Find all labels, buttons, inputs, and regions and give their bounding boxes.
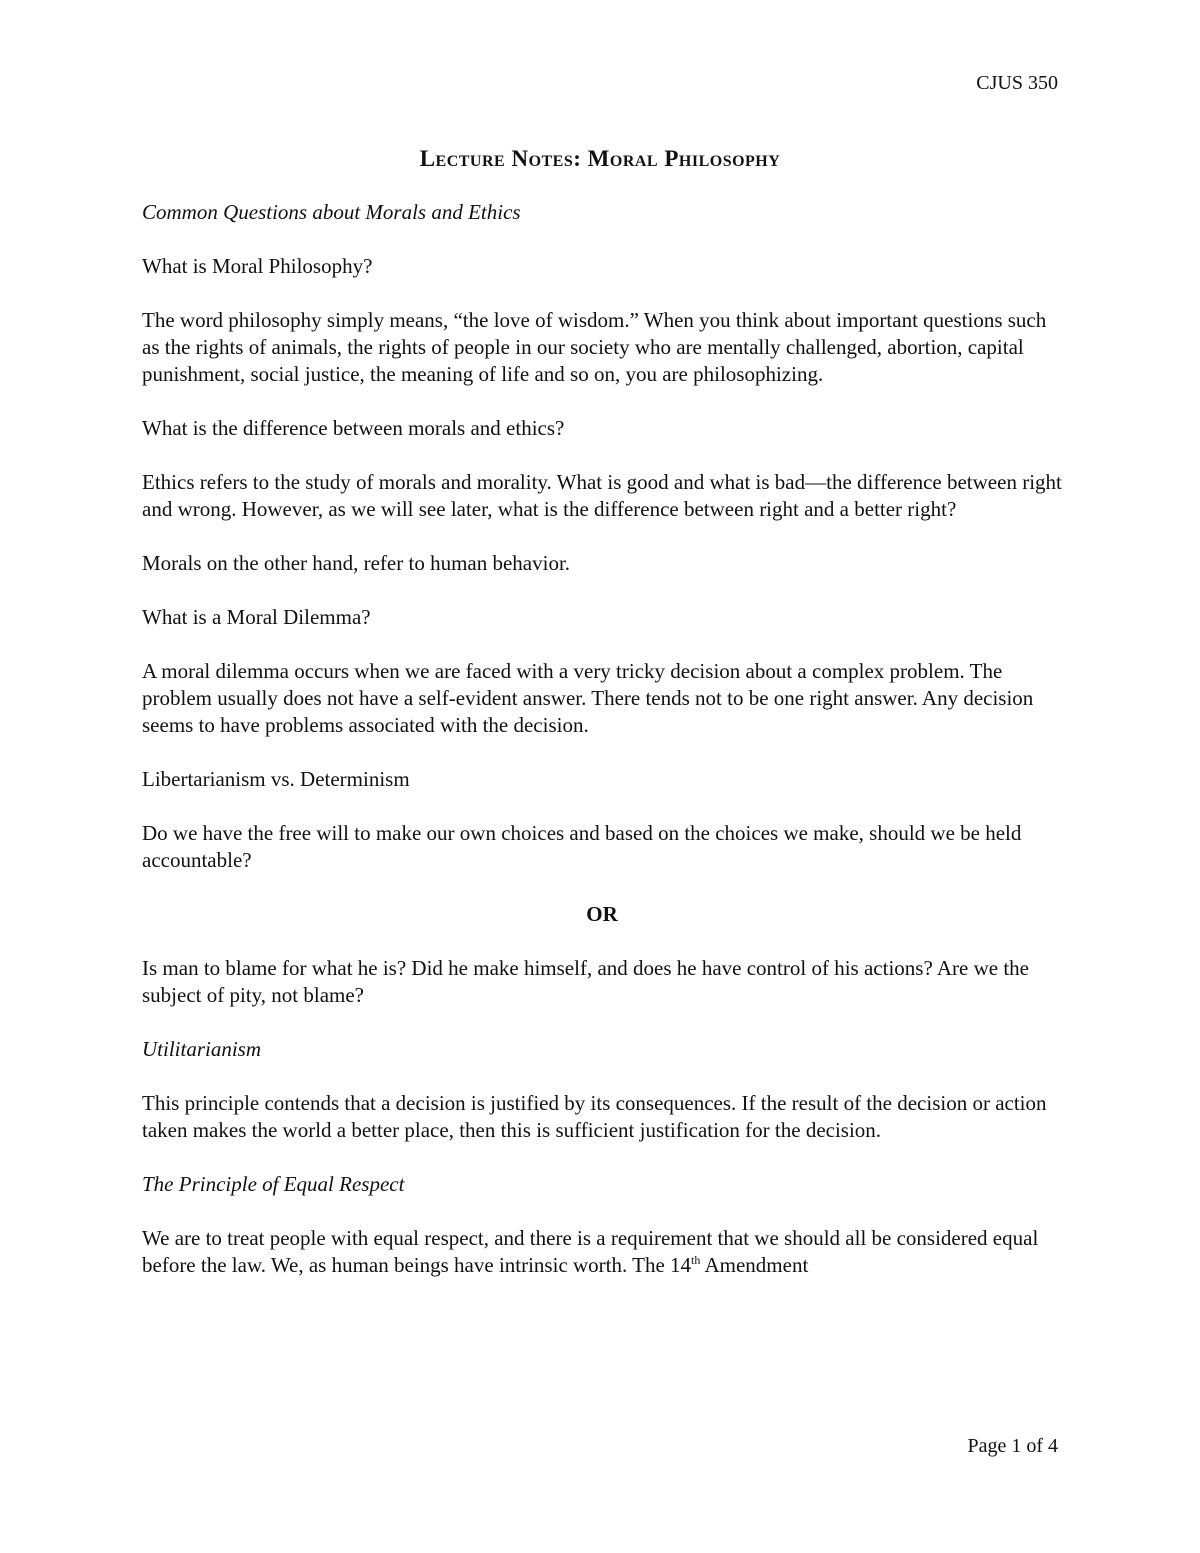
document-title: Lecture Notes: Moral Philosophy xyxy=(419,146,781,171)
paragraph-blame: Is man to blame for what he is? Did he make himself, and does he have control of his actions? Are we the subject of pity, not blame? xyxy=(142,956,1029,1007)
question-morals-vs-ethics: What is the difference between morals and ethics? xyxy=(142,416,565,440)
paragraph-equal-respect xyxy=(142,1225,1062,1279)
question-moral-dilemma: What is a Moral Dilemma? xyxy=(142,605,371,629)
section-heading-equal-respect: The Principle of Equal Respect xyxy=(142,1172,405,1196)
equal-respect-text: We are to treat people with equal respect, and there is a requirement that we should all be considered equal before the law. We, as human beings have intrinsic worth. The 14 xyxy=(142,1226,1039,1277)
or-divider: OR xyxy=(586,902,618,926)
paragraph-utilitarianism: This principle contends that a decision is justified by its consequences. If the result of the decision or action taken makes the world a better place, then this is sufficient justification for the decision. xyxy=(142,1091,1047,1142)
page-number: Page 1 of 4 xyxy=(967,1435,1058,1457)
paragraph-free-will: Do we have the free will to make our own choices and based on the choices we make, should we be held accountable? xyxy=(142,821,1022,872)
section-heading-utilitarianism: Utilitarianism xyxy=(142,1037,262,1061)
equal-respect-text-end: Amendment xyxy=(700,1253,809,1277)
course-code: CJUS 350 xyxy=(976,72,1058,94)
question-moral-philosophy: What is Moral Philosophy? xyxy=(142,254,373,278)
paragraph-moral-dilemma: A moral dilemma occurs when we are faced with a very tricky decision about a complex problem. The problem usually does not have a self-evident answer. There tends not to be one right answer. Any decision seems to have problems associated with the decision. xyxy=(142,659,1034,737)
paragraph-morals-definition: Morals on the other hand, refer to human behavior. xyxy=(142,551,571,575)
ordinal-suffix: th xyxy=(691,1253,701,1267)
heading-libertarianism-determinism: Libertarianism vs. Determinism xyxy=(142,767,410,791)
paragraph-ethics-definition: Ethics refers to the study of morals and morality. What is good and what is bad—the difference between right and wrong. However, as we will see later, what is the difference between right and a better right? xyxy=(142,470,1062,521)
paragraph-philosophy-definition: The word philosophy simply means, “the love of wisdom.” When you think about important questions such as the rights of animals, the rights of people in our society who are mentally challenged, abortion, capital punishment, social justice, the meaning of life and so on, you are philosophizing. xyxy=(142,308,1047,386)
section-heading-common-questions: Common Questions about Morals and Ethics xyxy=(142,200,521,224)
document-body xyxy=(142,199,1062,1279)
